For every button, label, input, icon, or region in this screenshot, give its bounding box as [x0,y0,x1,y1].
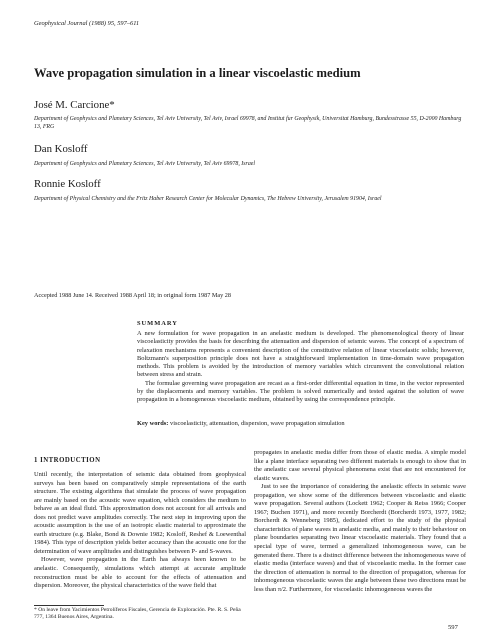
abstract-paragraph: A new formulation for wave propagation in an anelastic medium is developed. The phenomenological theory of linear viscoelasticity provides the basis for describing the attenuation and dispersion of seismic waves. The concept of a spectrum of relaxation mechanisms represents a convenient description of the constitutive relation of linear viscoelastic solids; however, Boltzmann's superposition principle does not have a straightforward implementation in time-domain wave propagation methods. This problem is avoided by the introduction of memory variables which circumvent the convolutional relation between stress and strain. [137,330,464,379]
body-paragraph: However, wave propagation in the Earth has always been known to be anelastic. Consequently, simulations which attempt at accurate amplitude reconstruction must be able to account for the effects of attenuation and dispersion. Moreover, the physical characteristics of the wave field that [34,556,246,590]
keywords-list: viscoelasticity, attenuation, dispersion, wave propagation simulation [170,420,345,427]
author-name-1: José M. Carcione* [34,99,115,111]
author-affiliation-1: Department of Geophysics and Planetary Sciences, Tel Aviv University, Tel Aviv, Israel 69978, and Institut fur Geophysik, Universitat Hamburg, Bundesstrasse 55, D-2000 Hamburg 13, FRG [34,116,462,131]
right-column [254,449,466,594]
author-name-3: Ronnie Kosloff [34,178,101,190]
page-number: 597 [448,624,458,631]
body-paragraph: Just to see the importance of considering the anelastic effects in seismic wave propagation, we show some of the differences between viscoelastic and elastic wave propagation. Several authors (Lockett 1962; Cooper & Reiss 1966; Cooper 1967; Buchen 1971), and more recently Borcherdt (Borcherdt 1973, 1977, 1982; Borcherdt & Wenneberg 1985), dedicated effort to the study of the physical characteristics of plane waves in anelastic media, and mainly to their behaviour on plane boundaries separating two linear viscoelastic materials. They found that a special type of wave, termed a generalized inhomogeneous wave, can be generated there. There is a distinct difference between the inhomogeneous wave of elastic media (interface waves) and that of viscoelastic media. In the former case the direction of attenuation is normal to the direction of propagation, whereas for inhomogeneous viscoelastic waves the angle between these two directions must be less than π/2. Furthermore, for viscoelastic inhomogeneous waves the [254,483,466,593]
left-column [34,471,246,591]
body-paragraph: propagates in anelastic media differ from those of elastic media. A simple model like a plane interface separating two different materials is enough to show that in the anelastic case several physical phenomena exist that are not encountered for elastic waves. [254,449,466,482]
article-title: Wave propagation simulation in a linear viscoelastic medium [34,66,361,80]
keywords [137,420,464,427]
author-name-2: Dan Kosloff [34,143,88,155]
footnote-divider [34,605,104,606]
summary-heading: SUMMARY [137,320,178,327]
abstract-paragraph: The formulae governing wave propagation are recast as a first-order differential equation in time, in the vector represented by the displacements and memory variables. The problem is solved numerically and tested against the solution of wave propagation in a homogeneous viscoelastic medium, obtained by using the correspondence principle. [137,379,464,403]
footnote: * On leave from Yacimientos Petrolíferos Fiscales, Gerencia de Exploración. Pte. R. S. Peña 777, 1364 Buenos Aires, Argentina. [34,607,241,621]
submission-dates: Accepted 1988 June 14. Received 1988 April 18; in original form 1987 May 28 [34,292,231,299]
keywords-label: Key words: [137,420,169,427]
author-affiliation-2: Department of Geophysics and Planetary Sciences, Tel Aviv University, Tel Aviv 69978, Israel [34,161,256,167]
abstract [137,330,464,404]
author-affiliation-3: Department of Physical Chemistry and the Fritz Haber Research Center for Molecular Dynamics, The Hebrew University, Jerusalem 91904, Israel [34,196,382,202]
journal-citation: Geophysical Journal (1988) 95, 597–611 [34,20,140,27]
section-heading: 1 INTRODUCTION [34,457,101,464]
body-paragraph: Until recently, the interpretation of seismic data obtained from geophysical surveys has been based on comparatively simple representations of the earth structure. The existing algorithms that simulate the process of wave propagation are mainly based on the acoustic wave equation, which considers the medium to behave as an ideal fluid. This approximation does not account for all arrivals and does not predict wave amplitudes correctly. The next step in improving upon the acoustic assumption is the use of an isotropic elastic material to approximate the earth structure (e.g. Blake, Bond & Downie 1982; Kosloff, Reshef & Loewenthal 1984). This type of description yields better accuracy than the acoustic one for the determination of wave amplitudes and distinguishes between P- and S-waves. [34,471,246,555]
